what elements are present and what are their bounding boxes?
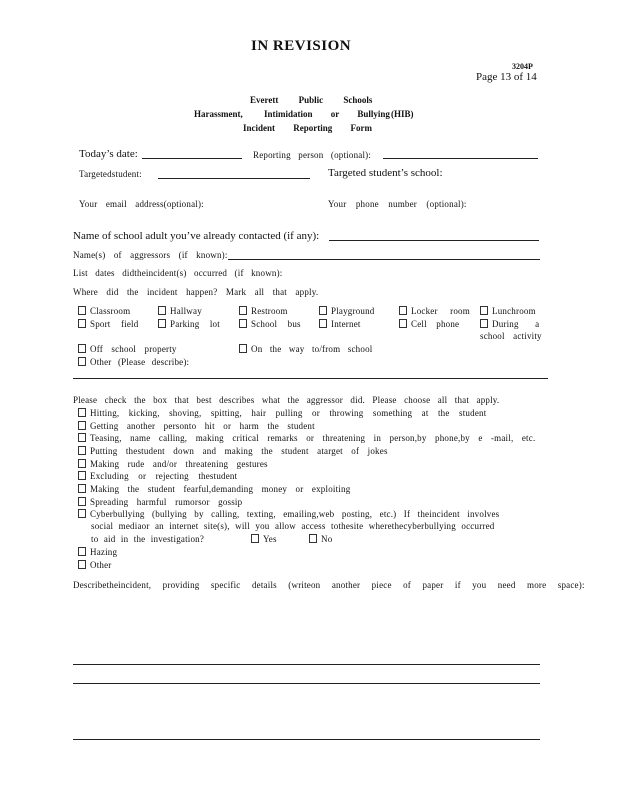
reporting-person-field[interactable] <box>383 158 538 159</box>
targeted-student-label: Targetedstudent: <box>79 169 142 179</box>
checkbox-icon[interactable] <box>480 306 488 315</box>
location-playground[interactable]: Playground <box>319 306 375 316</box>
describe-line-1[interactable] <box>73 664 540 665</box>
location-internet[interactable]: Internet <box>319 319 361 329</box>
checkbox-icon[interactable] <box>251 534 259 543</box>
location-lunchroom[interactable]: Lunchroom <box>480 306 536 316</box>
behavior-getting-another[interactable]: Getting another personto hit or harm the student <box>78 421 315 431</box>
checkbox-icon[interactable] <box>78 306 86 315</box>
targeted-school-label: Targeted student’s school: <box>328 167 443 179</box>
checkbox-icon[interactable] <box>239 319 247 328</box>
location-restroom[interactable]: Restroom <box>239 306 288 316</box>
checkbox-icon[interactable] <box>239 306 247 315</box>
form-title-line1: Everett Public Schools <box>250 95 373 105</box>
behavior-rumors[interactable]: Spreading harmful rumorsor gossip <box>78 497 242 507</box>
cyberbullying-no[interactable]: No <box>309 534 332 544</box>
location-other[interactable]: Other (Please describe): <box>78 357 189 367</box>
school-adult-label: Name of school adult you’ve already contacted (if any): <box>73 230 320 242</box>
location-hallway[interactable]: Hallway <box>158 306 202 316</box>
behavior-fearful[interactable]: Making the student fearful,demanding money or exploiting <box>78 484 350 494</box>
where-label: Where did the incident happen? Mark all that apply. <box>73 287 319 297</box>
behavior-putting-down[interactable]: Putting thestudent down and making the student atarget of jokes <box>78 446 388 456</box>
form-title-line2c: (HIB) <box>391 109 414 119</box>
location-during-school-activity[interactable]: During a <box>480 319 539 329</box>
checkbox-icon[interactable] <box>78 408 86 417</box>
checkbox-icon[interactable] <box>78 459 86 468</box>
behavior-gestures[interactable]: Making rude and/or threatening gestures <box>78 459 268 469</box>
cyberbullying-yes[interactable]: Yes <box>251 534 277 544</box>
checkbox-icon[interactable] <box>309 534 317 543</box>
checkbox-icon[interactable] <box>78 560 86 569</box>
cyberbullying-line2: social mediaor an internet site(s), will you allow access tothesite wherethecyberbullying occurred <box>91 521 495 531</box>
location-other-field[interactable] <box>73 378 548 379</box>
checkbox-icon[interactable] <box>78 547 86 556</box>
behavior-teasing[interactable]: Teasing, name calling, making critical remarks or threatening in person,by phone,by e -mail, etc. <box>78 433 535 443</box>
checkbox-icon[interactable] <box>78 357 86 366</box>
checkbox-icon[interactable] <box>158 306 166 315</box>
location-sport-field[interactable]: Sport field <box>78 319 138 329</box>
checkbox-icon[interactable] <box>158 319 166 328</box>
location-classroom[interactable]: Classroom <box>78 306 130 316</box>
checkbox-icon[interactable] <box>78 484 86 493</box>
form-title-line2b: Intimidation or Bullying <box>264 109 390 119</box>
location-during-school-activity-cont: school activity <box>480 331 542 341</box>
school-adult-field[interactable] <box>329 240 539 241</box>
describe-label: Describetheincident, providing specific details (writeon another piece of paper if you need more space): <box>73 580 585 590</box>
targeted-student-field[interactable] <box>158 178 310 179</box>
page-number: Page 13 of 14 <box>476 71 537 83</box>
checkbox-icon[interactable] <box>319 319 327 328</box>
checkbox-icon[interactable] <box>78 471 86 480</box>
checkbox-icon[interactable] <box>480 319 488 328</box>
checkbox-icon[interactable] <box>78 319 86 328</box>
checkbox-icon[interactable] <box>78 497 86 506</box>
location-cell-phone[interactable]: Cell phone <box>399 319 459 329</box>
behavior-excluding[interactable]: Excluding or rejecting thestudent <box>78 471 237 481</box>
policy-code: 3204P <box>512 62 533 71</box>
form-title-line2a: Harassment, <box>194 109 243 119</box>
location-off-school-property[interactable]: Off school property <box>78 344 177 354</box>
checkbox-icon[interactable] <box>78 421 86 430</box>
checkbox-icon[interactable] <box>78 509 86 518</box>
behaviors-intro: Please check the box that best describes what the aggressor did. Please choose all that apply. <box>73 395 500 405</box>
location-on-the-way[interactable]: On the way to/from school <box>239 344 372 354</box>
location-parking-lot[interactable]: Parking lot <box>158 319 220 329</box>
todays-date-field[interactable] <box>142 158 242 159</box>
location-school-bus[interactable]: School bus <box>239 319 301 329</box>
checkbox-icon[interactable] <box>399 306 407 315</box>
reporting-person-label: Reporting person (optional): <box>253 150 372 160</box>
page-title: IN REVISION <box>251 38 352 54</box>
dates-label: List dates didtheincident(s) occurred (if known): <box>73 268 283 278</box>
todays-date-label: Today’s date: <box>79 148 138 160</box>
describe-line-3[interactable] <box>73 739 540 740</box>
behavior-hitting[interactable]: Hitting, kicking, shoving, spitting, hair pulling or throwing something at the student <box>78 408 486 418</box>
phone-label: Your phone number (optional): <box>328 199 467 209</box>
cyberbullying-line3: to aid in the investigation? <box>91 534 205 544</box>
behavior-other[interactable]: Other <box>78 560 112 570</box>
email-label: Your email address(optional): <box>79 199 204 209</box>
behavior-cyberbullying[interactable]: Cyberbullying (bullying by calling, texting, emailing,web posting, etc.) If theincident involves <box>78 509 499 519</box>
checkbox-icon[interactable] <box>399 319 407 328</box>
behavior-hazing[interactable]: Hazing <box>78 547 117 557</box>
checkbox-icon[interactable] <box>78 446 86 455</box>
checkbox-icon[interactable] <box>78 344 86 353</box>
aggressors-label: Name(s) of aggressors (if known): <box>73 250 228 260</box>
location-locker-room[interactable]: Locker room <box>399 306 470 316</box>
aggressors-field[interactable] <box>228 259 540 260</box>
describe-line-2[interactable] <box>73 683 540 684</box>
checkbox-icon[interactable] <box>239 344 247 353</box>
form-title-line3: Incident Reporting Form <box>243 123 372 133</box>
checkbox-icon[interactable] <box>78 433 86 442</box>
checkbox-icon[interactable] <box>319 306 327 315</box>
